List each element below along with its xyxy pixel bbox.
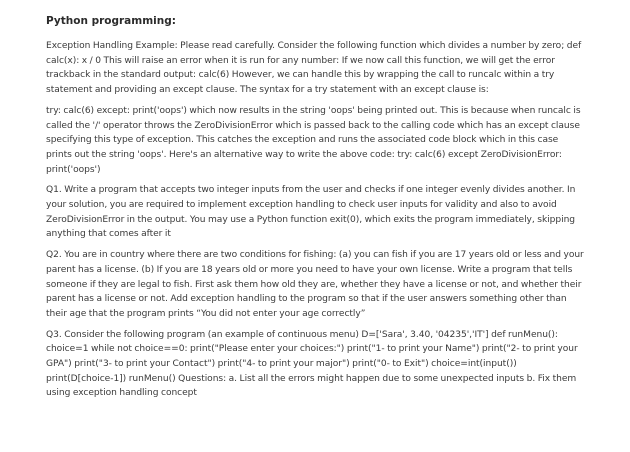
paragraph-question-1: Q1. Write a program that accepts two integer inputs from the user and checks if one integer evenly divides another. In your solution, you are required to implement exception handling to check user inputs for validity and also to avoid ZeroDivisionError in the output. You may use a Python function exit(0), which exits the program immediately, skipping anything that comes after it [46, 185, 576, 240]
document-title: Python programming: [46, 15, 176, 27]
paragraph-exception-example: Exception Handling Example: Please read carefully. Consider the following function which divides a number by zero; def calc(x): x / 0 This will raise an error when it is run for any number: If we now call this function, we will get the error trackback in the standard output: calc(6) However, we can handle this by wrapping the call to runcalc within a try statement and providing an except clause. The syntax for a try statement with an except clause is: [46, 41, 582, 96]
paragraph-question-2: Q2. You are in country where there are two conditions for fishing: (a) you can fish if you are 17 years old or less and your parent has a license. (b) If you are 18 years old or more you need to have your own license. Write a program that tells someone if they are legal to fish. First ask them how old they are, whether they have a license or not, and whether their parent has a license or not. Add exception handling to the program so that if the user answers something other than their age that the program prints “You did not enter your age correctly” [46, 250, 584, 319]
paragraph-question-3: Q3. Consider the following program (an example of continuous menu) D=['Sara', 3.40, '04235','IT'] def runMenu(): choice=1 while not choice==0: print("Please enter your choices:") print("1- to print your Name") print("2- to print your GPA") print("3- to print your Contact") print("4- to print your major") print("0- to Exit") choice=int(input()) print(D[choice-1]) runMenu() Questions: a. List all the errors might happen due to some unexpected inputs b. Fix them using exception handling concept [46, 329, 578, 399]
paragraph-try-except-explanation: try: calc(6) except: print('oops') which now results in the string 'oops' being printed out. This is because when runcalc is called the '/' operator throws the ZeroDivisionError which is passed back to the calling code which has an except clause specifying this type of exception. This catches the exception and runs the associated code block which in this case prints out the string 'oops'. Here's an alternative way to write the above code: try: calc(6) except ZeroDivisionError: print('oops') [46, 105, 581, 175]
